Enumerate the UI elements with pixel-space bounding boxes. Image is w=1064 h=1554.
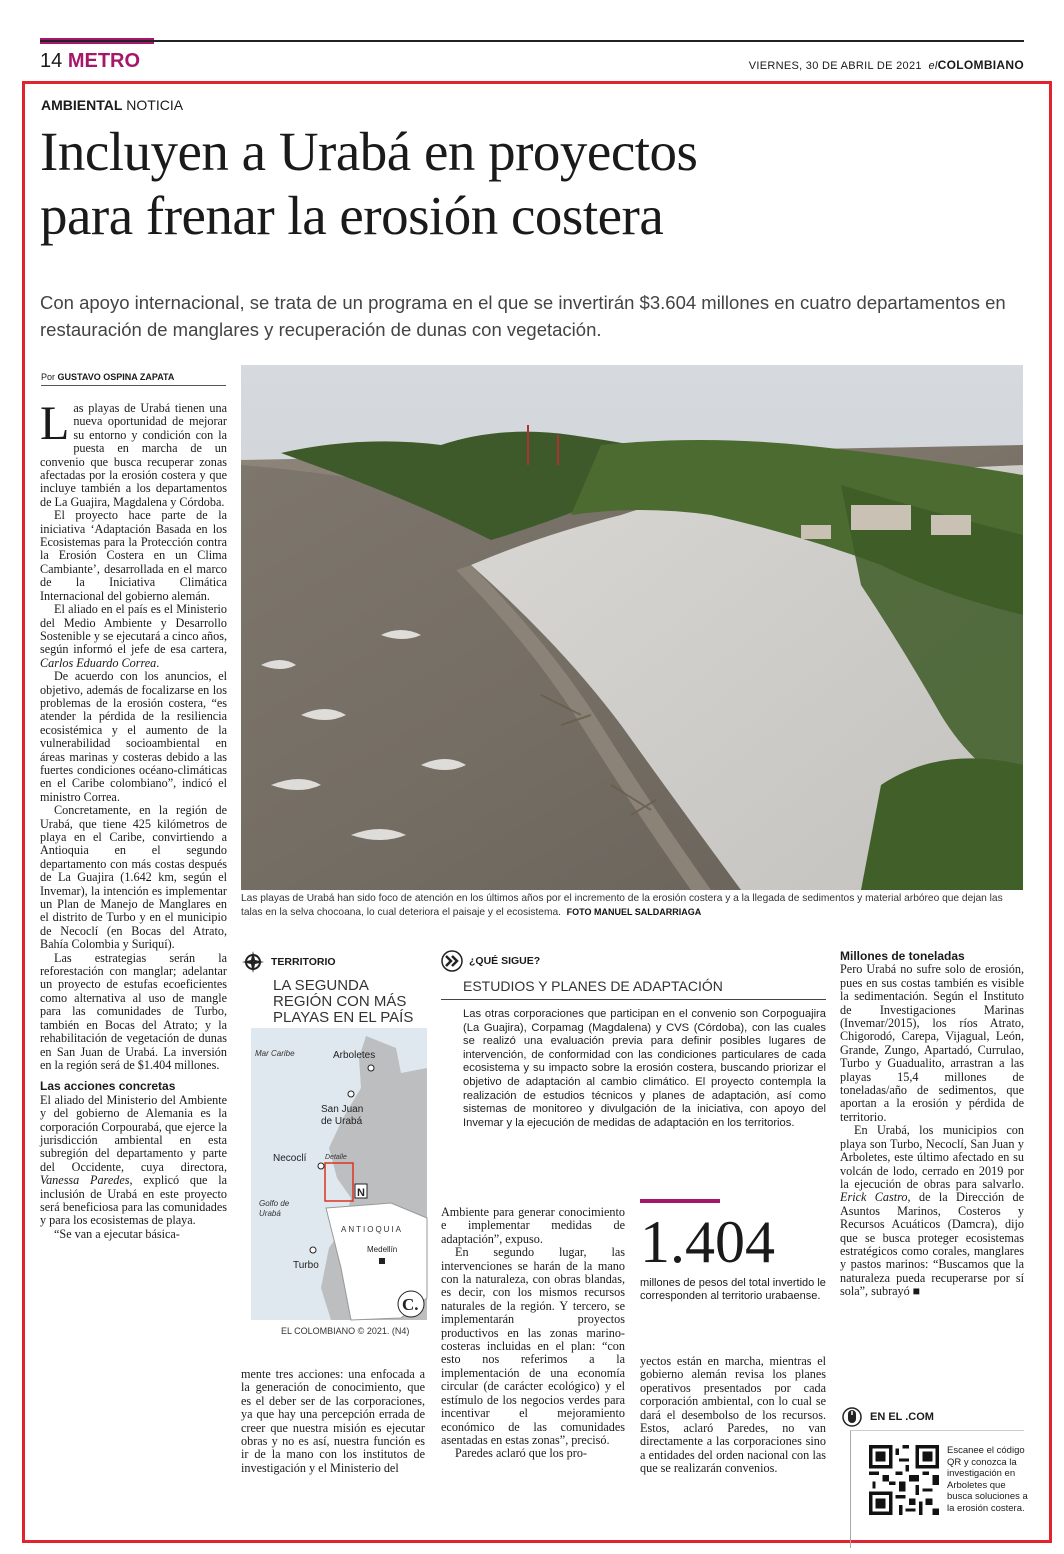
box-label: EN EL .COM xyxy=(870,1411,934,1423)
deck: Con apoyo internacional, se trata de un programa en el que se invertirán $3.604 millones en cuatro departamentos en restauración de manglares y recuperación de dunas con vegetación. xyxy=(40,292,1006,340)
territorio-box xyxy=(241,950,425,1342)
beach-photo xyxy=(241,365,1023,890)
subheading: Las acciones concretas xyxy=(40,1079,176,1094)
box-label: TERRITORIO xyxy=(271,956,336,968)
factbox-description: millones de pesos del total invertido le corresponden al territorio urabaense. xyxy=(640,1277,826,1302)
map-label-golfo-2: Urabá xyxy=(259,1209,281,1218)
paragraph: Pero Urabá no sufre solo de erosión, pues en sus costas también es visible la sedimentación. Según el Instituto de Investigaciones Marinas (Invemar/2015), los ríos Atrato, Chigorodó, Carepa, Vijagual, León, Grande, Zungo, Apartadó, Currulao, Turbo y Guadualito, arrastran a las playas 15,4 millones de toneladas/año de sedimentos, que aportan a la erosión y pérdida de territorio. xyxy=(840,962,1024,1124)
drop-cap: L xyxy=(40,397,70,450)
headline-line-1: Incluyen a Urabá en proyectos xyxy=(40,121,698,182)
article-column-4 xyxy=(640,1355,826,1476)
paragraph: Concretamente, en la región de Urabá, que tiene 425 kilómetros de playa en el Caribe, convirtiendo a Antioquia en el segundo departamento con más costas después de La Guajira (1.642 km, según el Invemar), la intención es implementar un Plan de Manejo de Manglares en el distrito de Turbo y en el municipio de Necoclí (en Bocas del Atrato, Bahía Colombia y Suriquí). xyxy=(40,803,227,952)
paragraph: Ambiente para generar conocimiento e implementar medidas de adaptación”, expuso. xyxy=(441,1205,625,1246)
paragraph: Las estrategias serán la reforestación con manglar; adelantar un proyecto de estufas ecoeficientes como alternativa al uso de mangle para las comunidades de Turbo, también en Bocas del Atrato; y la rehabilitación de vegetación de dunas en San Juan de Urabá. La inversión en la región será de $1.404 millones. xyxy=(40,950,227,1072)
map-label-san-juan-1: San Juan xyxy=(321,1104,364,1115)
paragraph xyxy=(40,397,227,509)
byline-prefix: Por xyxy=(41,372,56,382)
section-name: METRO xyxy=(67,50,141,72)
box-title: LA SEGUNDA REGIÓN CON MÁS PLAYAS EN EL PAÍS xyxy=(273,977,414,1026)
factbox-number: 1.404 xyxy=(640,1209,775,1275)
paragraph: “Se van a ejecutar básica- xyxy=(54,1226,180,1241)
paragraph-text: as playas de Urabá tienen una nueva oportunidad de mejorar su entorno y condición con la puesta en marcha de un convenio que busca recuperar zonas afectadas por la erosión costera y que incluye también a los departamentos de La Guajira, Magdalena y Córdoba. xyxy=(40,401,227,509)
paragraph-text: , de la Dirección de Asuntos Marinos, Costeros y Recursos Acuáticos (Damcra), dijo que se busca proteger ecosistemas estratégicos como corales, manglares y pastos marinos: “Buscamos que la naturaleza pueda recuperarse por sí sola”, subrayó xyxy=(840,1190,1024,1299)
paragraph: En segundo lugar, las intervenciones se harán de la mano con la naturaleza, con obras blandas, es decir, con los mismos recursos naturales de la región. Y tercero, se implementarán proyectos productivos en las zonas marino-costeras incluidas en el plan: “con esto nos referimos a la implementación de una economía circular (de carácter ecológico) y el estímulo de los negocios verdes para incentivar el mejoramiento económico de las comunidades asentadas en estas zonas”, precisó. xyxy=(441,1245,625,1447)
photo-caption xyxy=(241,893,1023,919)
article-column-2 xyxy=(241,1368,425,1475)
box-body: Las otras corporaciones que participan en el convenio son Corpoguajira (La Guajira), Corpamag (Magdalena) y CVS (Córdoba), con las cuales se realizó una evaluación previa para definir posibles lugares de intervención, de conformidad con las condiciones particulares de cada ecosistema y su impacto sobre la erosión costera, buscando priorizar el objetivo de adaptación al cambio climático. El proyecto contempla la realización de estudios técnicos y planes de adaptación, así como sistemas de monitoreo y divulgación de la iniciativa, con apoyo del Invemar y la ejecución de medidas de adaptación en los territorios. xyxy=(463,1008,826,1129)
factbox-accent-bar xyxy=(640,1199,720,1203)
headline xyxy=(40,120,1030,248)
paragraph-text: , explicó que la inclusión de Urabá en este proyecto será beneficiosa para las comunidades y para los ecosistemas de playa. xyxy=(40,1173,227,1228)
article-column-5 xyxy=(840,950,1024,1299)
article-column-1 xyxy=(40,397,227,1241)
byline xyxy=(41,372,226,386)
top-rule xyxy=(40,40,1024,42)
paragraph: yectos están en marcha, mientras el gobierno alemán revisa los planes operativos presentados por cada corporación ambiental, con lo cual se dará el desembolso de los recursos. Estos, aclaró Paredes, no van directamente a las corporaciones sino a entidades del orden nacional con las que se realizarán convenios. xyxy=(640,1354,826,1476)
byline-author: GUSTAVO OSPINA ZAPATA xyxy=(57,372,175,382)
kicker-category: AMBIENTAL xyxy=(41,97,123,113)
person-name: Erick Castro xyxy=(840,1190,908,1205)
headline-line-2: para frenar la erosión costera xyxy=(40,185,664,246)
que-sigue-box xyxy=(441,950,826,1130)
photo-credit: FOTO MANUEL SALDARRIAGA xyxy=(566,906,702,917)
paragraph: De acuerdo con los anuncios, el objetivo, además de focalizarse en los problemas de la erosión costera, “es atender la pérdida de la resiliencia ecosistémica y el aumento de la vulnerabilidad socioambiental en áreas marinas y costeras debido a las fuertes condiciones océano-climáticas en el Caribe colombiano”, indicó el ministro Correa. xyxy=(40,669,227,804)
subheading: Millones de toneladas xyxy=(840,949,965,963)
dateline xyxy=(749,58,1024,72)
map-label-golfo-1: Golfo de xyxy=(259,1199,290,1208)
region-map xyxy=(251,1028,435,1328)
map-label-san-juan-2: de Urabá xyxy=(321,1116,363,1127)
map-label-antioquia: ANTIOQUIA xyxy=(341,1225,404,1234)
map-label-detalle: Detalle xyxy=(325,1154,347,1161)
article-column-3 xyxy=(441,1206,625,1461)
paragraph-text: El aliado en el país es el Ministerio del Medio Ambiente y Desarrollo Sostenible y se ejecutará a cinco años, según informó el jefe de esa cartera, xyxy=(40,602,227,657)
mouse-icon xyxy=(842,1405,862,1429)
aerial-beach-illustration xyxy=(241,365,1023,890)
issue-date: VIERNES, 30 DE ABRIL DE 2021 xyxy=(748,60,922,72)
compass-icon xyxy=(241,950,265,974)
person-name: Carlos Eduardo Correa xyxy=(40,655,157,670)
paper-prefix: el xyxy=(928,60,938,72)
box-title: ESTUDIOS Y PLANES DE ADAPTACIÓN xyxy=(441,978,826,1000)
kicker-type: NOTICIA xyxy=(126,97,184,113)
caption-text: Las playas de Urabá han sido foco de atención en los últimos años por el incremento de la erosión costera y a la llegada de sedimentos y material arbóreo que dejan las talas en la selva chocoana, lo cual deteriora el paisaje y el ecosistema. xyxy=(241,893,1003,918)
box-label: ¿QUÉ SIGUE? xyxy=(469,955,541,967)
kicker xyxy=(41,97,183,113)
map-label-arboletes: Arboletes xyxy=(333,1050,376,1061)
paragraph: El proyecto hace parte de la iniciativa ‘Adaptación Basada en los Ecosistemas para la Protección contra la Erosión Costera en un Clima Cambiante’, desarrollada en el marco de la Iniciativa Climática Internacional del gobierno alemán. xyxy=(40,508,227,603)
paragraph: Paredes aclaró que los pro- xyxy=(455,1446,587,1461)
qr-code-icon[interactable] xyxy=(869,1445,939,1515)
paragraph-text: El aliado del Ministerio del Ambiente y del gobierno de Alemania es la corporación Corpourabá, que ejerce la jurisdicción ambiental en esta subregión del departamento y parte del Occidente, cuya directora, xyxy=(40,1092,227,1174)
map-label-sea: Mar Caribe xyxy=(255,1049,295,1058)
page-number: 14 xyxy=(40,50,63,72)
paragraph: mente tres acciones: una enfocada a la generación de conocimiento, que es el deber ser de las corporaciones, ya que hay una percepción errada de creer que nuestra misión es ejecutar obras y no es así, nuestra función es ir de la mano con los institutos de investigación y el Ministerio del xyxy=(241,1367,425,1475)
map-credit: EL COLOMBIANO © 2021. (N4) xyxy=(281,1326,410,1336)
paper-logo-icon: C. xyxy=(402,1295,419,1314)
qr-description: Escanee el código QR y conozca la investigación en Arboletes que busca soluciones a la erosión costera. xyxy=(947,1445,1028,1514)
map-label-necocli: Necoclí xyxy=(273,1153,307,1164)
paper-name: COLOMBIANO xyxy=(937,58,1024,72)
paragraph-text: En Urabá, los municipios con playa son Turbo, Necoclí, San Juan y Arboletes, este último afectado en su volcán de lodo, cerrado en 2019 por la ejecución de obras para salvarlo. xyxy=(840,1123,1024,1191)
online-box xyxy=(840,1404,1028,1548)
fast-forward-icon xyxy=(441,950,463,972)
map-label-turbo: Turbo xyxy=(293,1260,319,1271)
page-header xyxy=(40,50,140,73)
paragraph xyxy=(40,1094,227,1228)
person-name: Vanessa Paredes xyxy=(40,1173,130,1188)
end-mark-icon: ■ xyxy=(912,1284,921,1299)
paragraph: El aliado en el país es el Ministerio del Medio Ambiente y Desarrollo Sostenible y se ejecutará a cinco años, según informó el jefe de esa cartera, Carlos Eduardo Correa. xyxy=(40,602,227,670)
map-label-medellin: Medellín xyxy=(367,1245,398,1254)
paragraph xyxy=(840,1124,1024,1298)
north-arrow-icon: N xyxy=(357,1187,365,1199)
